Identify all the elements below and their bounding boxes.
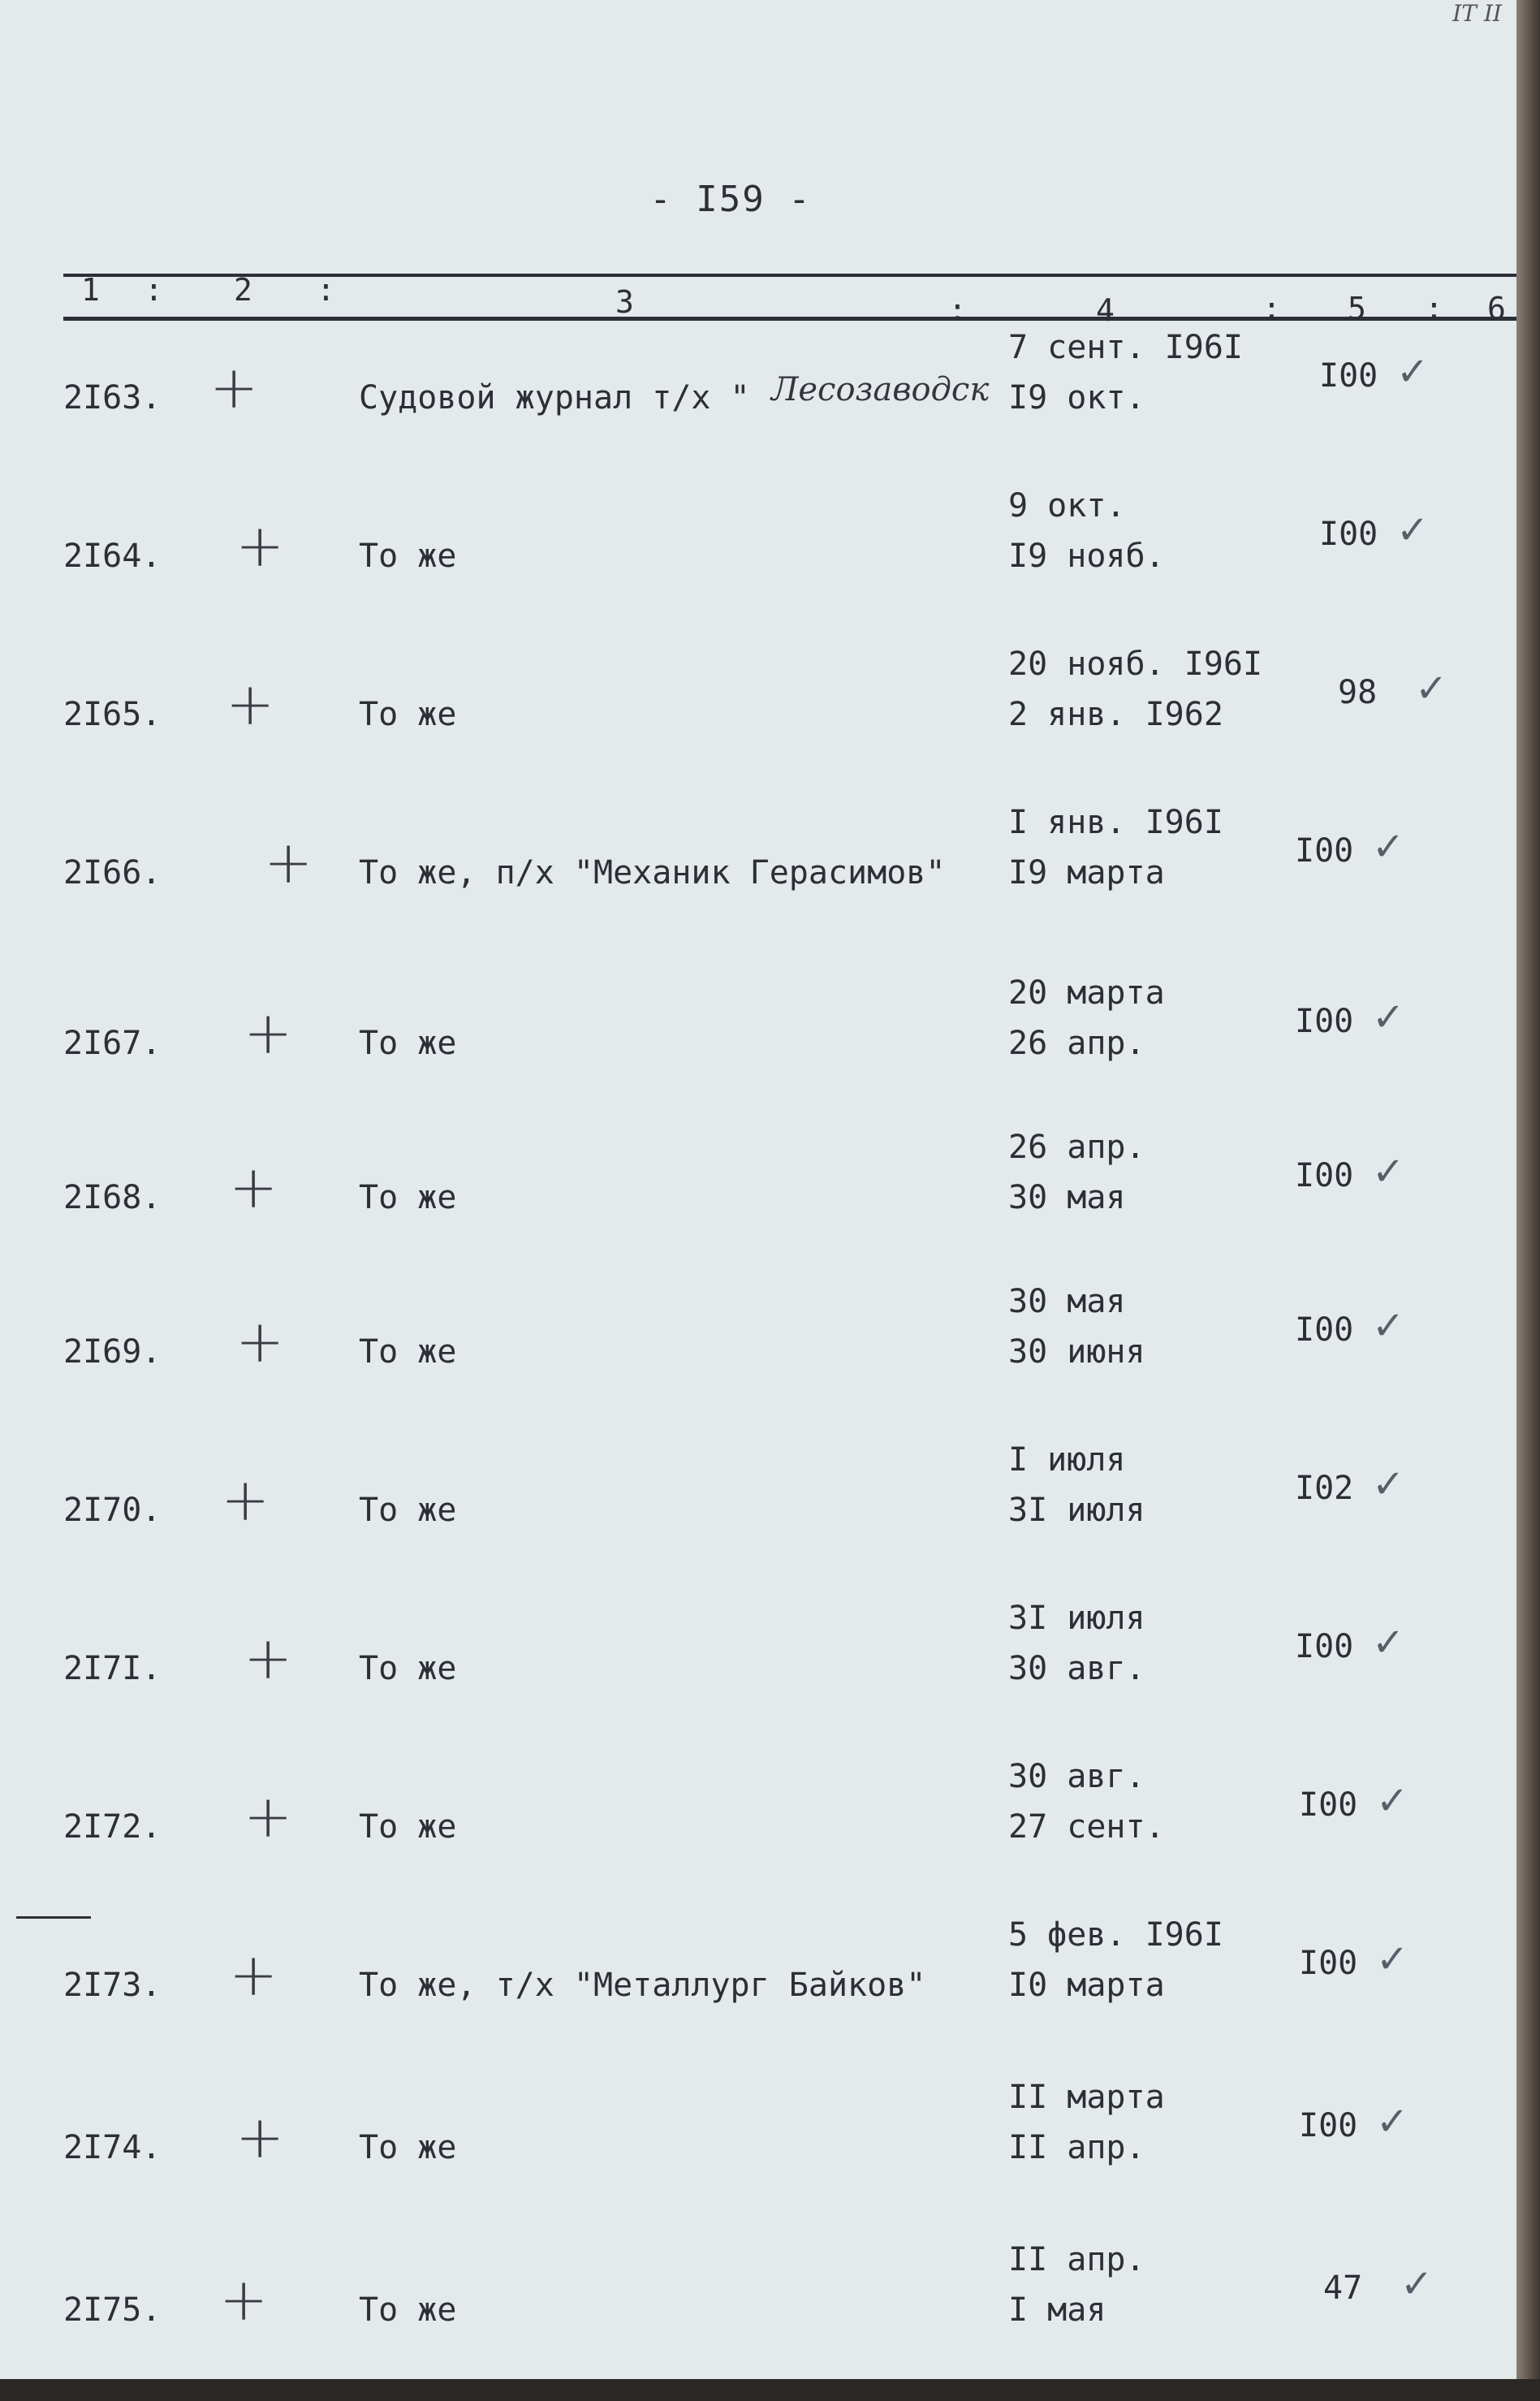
sheet-count: I00 bbox=[1319, 357, 1378, 395]
record-number: 2I69. bbox=[63, 1333, 162, 1371]
sheet-count: I00 bbox=[1299, 2107, 1358, 2144]
check-icon: ✓ bbox=[1376, 2099, 1409, 2144]
date-end: 3I июля bbox=[1008, 1492, 1145, 1529]
check-icon: ✓ bbox=[1372, 1303, 1405, 1349]
date-start: 20 нояб. I96I bbox=[1008, 646, 1263, 683]
list-item bbox=[0, 1591, 1516, 1738]
col-sep: : bbox=[948, 292, 967, 328]
record-title: То же bbox=[359, 1333, 457, 1371]
record-number: 2I7I. bbox=[63, 1650, 162, 1687]
date-start: II марта bbox=[1008, 2079, 1165, 2116]
handwritten-ship-name: Лесозаводск bbox=[771, 371, 990, 408]
cross-mark: + bbox=[229, 1941, 278, 2009]
date-start: 26 апр. bbox=[1008, 1129, 1145, 1166]
record-title: То же bbox=[359, 2291, 457, 2329]
record-number: 2I75. bbox=[63, 2291, 162, 2329]
date-start: 5 фев. I96I bbox=[1008, 1916, 1223, 1954]
record-title: То же, п/х "Механик Герасимов" bbox=[359, 854, 946, 892]
date-end: I9 окт. bbox=[1008, 379, 1145, 417]
scan-border bbox=[0, 2379, 1540, 2401]
record-title: То же bbox=[359, 1808, 457, 1846]
col-sep: : bbox=[1262, 291, 1281, 326]
date-end: I9 марта bbox=[1008, 854, 1165, 892]
col-head-4: 4 bbox=[1096, 292, 1115, 328]
cross-mark: + bbox=[235, 1307, 285, 1375]
check-icon: ✓ bbox=[1372, 1462, 1405, 1507]
record-title: То же bbox=[359, 1650, 457, 1687]
date-end: 30 авг. bbox=[1008, 1650, 1145, 1687]
col-sep: : bbox=[317, 272, 335, 308]
date-start: 30 мая bbox=[1008, 1283, 1126, 1320]
list-item bbox=[0, 1433, 1516, 1579]
date-end: 27 сент. bbox=[1008, 1808, 1165, 1846]
check-icon: ✓ bbox=[1400, 2261, 1434, 2307]
cross-mark: + bbox=[244, 999, 293, 1067]
check-icon: ✓ bbox=[1396, 349, 1430, 395]
col-head-2: 2 bbox=[234, 272, 252, 308]
cross-mark: + bbox=[209, 353, 259, 421]
date-end: II апр. bbox=[1008, 2129, 1145, 2166]
cross-mark: + bbox=[264, 828, 313, 896]
record-number: 2I73. bbox=[63, 1967, 162, 2004]
date-start: 20 марта bbox=[1008, 974, 1165, 1012]
col-head-6: 6 bbox=[1487, 291, 1506, 326]
cross-mark: + bbox=[226, 670, 275, 738]
cross-mark: + bbox=[229, 1153, 278, 1221]
sheet-count: 98 bbox=[1338, 674, 1378, 711]
col-head-1: 1 bbox=[81, 272, 100, 308]
date-start: I янв. I96I bbox=[1008, 804, 1223, 841]
date-start: II апр. bbox=[1008, 2241, 1145, 2278]
record-title: То же, т/х "Металлург Байков" bbox=[359, 1967, 926, 2004]
check-icon: ✓ bbox=[1372, 1620, 1405, 1665]
list-item bbox=[0, 637, 1516, 784]
date-end: I0 марта bbox=[1008, 1967, 1165, 2004]
record-number: 2I67. bbox=[63, 1025, 162, 1062]
col-head-5: 5 bbox=[1348, 291, 1366, 326]
record-number: 2I66. bbox=[63, 854, 162, 892]
check-icon: ✓ bbox=[1372, 1149, 1405, 1194]
page-number: - I59 - bbox=[649, 179, 812, 220]
date-end: 2 янв. I962 bbox=[1008, 696, 1223, 733]
list-item bbox=[0, 796, 1516, 942]
record-title: То же bbox=[359, 696, 457, 733]
col-head-3: 3 bbox=[615, 284, 634, 320]
record-title: То же bbox=[359, 1492, 457, 1529]
date-start: 3I июля bbox=[1008, 1600, 1145, 1637]
date-start: 7 сент. I96I bbox=[1008, 329, 1243, 366]
record-number: 2I68. bbox=[63, 1179, 162, 1216]
list-item bbox=[0, 2233, 1516, 2379]
date-end: 30 мая bbox=[1008, 1179, 1126, 1216]
record-number: 2I64. bbox=[63, 538, 162, 575]
record-title: Судовой журнал т/х " bbox=[359, 379, 750, 417]
date-start: 9 окт. bbox=[1008, 487, 1126, 525]
sheet-count: I00 bbox=[1295, 832, 1354, 870]
cross-mark: + bbox=[221, 1466, 270, 1534]
cross-mark: + bbox=[244, 1782, 293, 1850]
cross-mark: + bbox=[235, 2103, 285, 2171]
record-number: 2I70. bbox=[63, 1492, 162, 1529]
check-icon: ✓ bbox=[1372, 995, 1405, 1040]
date-end: I мая bbox=[1008, 2291, 1106, 2329]
record-title: То же bbox=[359, 1179, 457, 1216]
date-end: I9 нояб. bbox=[1008, 538, 1165, 575]
record-title: То же bbox=[359, 2129, 457, 2166]
sheet-count: I00 bbox=[1319, 516, 1378, 553]
col-sep: : bbox=[1425, 291, 1443, 326]
check-icon: ✓ bbox=[1396, 507, 1430, 553]
sheet-count: I00 bbox=[1299, 1945, 1358, 1982]
date-start: I июля bbox=[1008, 1441, 1126, 1479]
list-item bbox=[0, 479, 1516, 625]
record-number: 2I65. bbox=[63, 696, 162, 733]
record-number: 2I72. bbox=[63, 1808, 162, 1846]
check-icon: ✓ bbox=[1376, 1778, 1409, 1824]
record-title: То же bbox=[359, 1025, 457, 1062]
sheet-count: I00 bbox=[1299, 1786, 1358, 1824]
list-item bbox=[0, 1908, 1516, 2054]
header-rule-top bbox=[63, 274, 1516, 277]
list-item bbox=[0, 1750, 1516, 1896]
sheet-count: I00 bbox=[1295, 1157, 1354, 1194]
check-icon: ✓ bbox=[1376, 1937, 1409, 1982]
date-end: 26 апр. bbox=[1008, 1025, 1145, 1062]
col-sep: : bbox=[145, 272, 163, 308]
corner-mark: IT II bbox=[1452, 0, 1502, 27]
cross-mark: + bbox=[244, 1624, 293, 1692]
sheet-count: I00 bbox=[1295, 1003, 1354, 1040]
list-item bbox=[0, 966, 1516, 1112]
list-item bbox=[0, 321, 1516, 467]
list-item bbox=[0, 1275, 1516, 1421]
sheet-count: I02 bbox=[1295, 1470, 1354, 1507]
page-edge-shadow bbox=[1516, 0, 1540, 2401]
check-icon: ✓ bbox=[1372, 824, 1405, 870]
record-number: 2I63. bbox=[63, 379, 162, 417]
record-title: То же bbox=[359, 538, 457, 575]
list-item bbox=[0, 1121, 1516, 1267]
check-icon: ✓ bbox=[1415, 666, 1448, 711]
date-end: 30 июня bbox=[1008, 1333, 1145, 1371]
cross-mark: + bbox=[219, 2265, 269, 2334]
sheet-count: I00 bbox=[1295, 1311, 1354, 1349]
date-start: 30 авг. bbox=[1008, 1758, 1145, 1795]
sheet-count: 47 bbox=[1323, 2269, 1363, 2307]
list-item bbox=[0, 2071, 1516, 2217]
sheet-count: I00 bbox=[1295, 1628, 1354, 1665]
record-number: 2I74. bbox=[63, 2129, 162, 2166]
cross-mark: + bbox=[235, 512, 285, 580]
